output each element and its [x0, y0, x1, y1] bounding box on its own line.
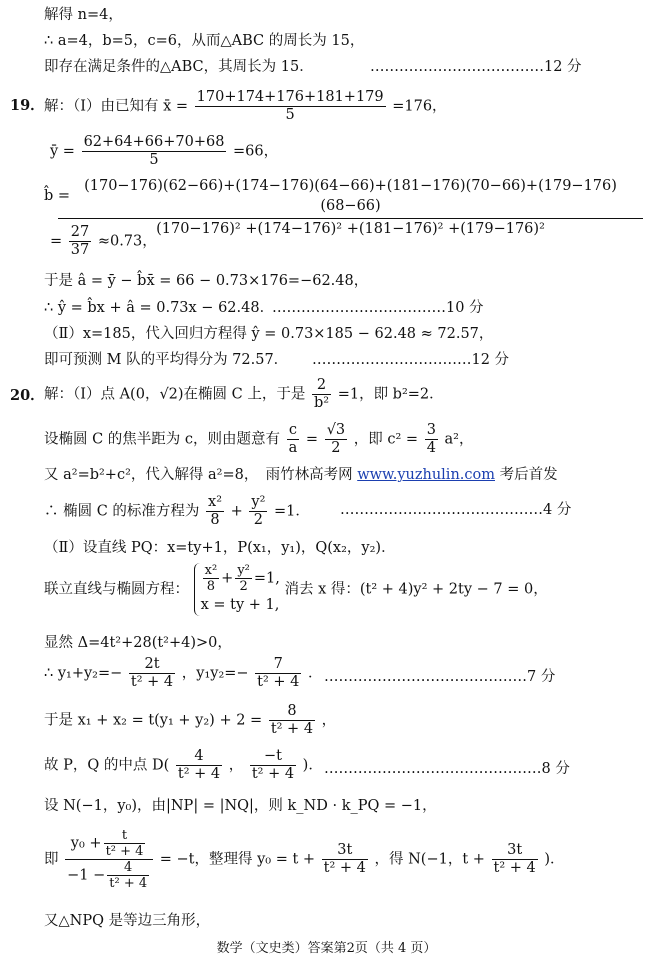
- score-marker: ………………………………………8 分: [324, 761, 570, 777]
- score-marker: ……………………………………4 分: [340, 502, 572, 518]
- fraction: $\frac{7}{\text{t² + 4}}$: [257, 656, 300, 690]
- text-line: 于是 x₁ + x₂ = t(y₁ + y₂) + 2 = $\frac{8}{\text{t² + 4}}$ ，: [44, 703, 337, 737]
- fraction: $\frac{\text{y²}}{2}$: [251, 494, 266, 528]
- text-line: b̂ =: [44, 188, 71, 204]
- fraction: $\frac{27}{37}$: [70, 224, 90, 258]
- fraction: $\frac{3t}{\text{t² + 4}}$: [493, 842, 536, 876]
- page-footer: 数学（文史类）答案第2页（共 4 页）: [216, 941, 437, 956]
- question-number: 20．: [10, 387, 45, 404]
- text-line: 即可预测 M 队的平均得分为 72.57．: [44, 352, 289, 368]
- fraction: $\frac{170+174+176+181+179}{5}$: [196, 89, 384, 123]
- text-line: 于是 â = ȳ − b̂x̄ = 66 − 0.73×176=−62.48，: [44, 273, 369, 289]
- text-line: （Ⅱ）x=185，代入回归方程得 ŷ = 0.73×185 − 62.48 ≈ 72.57，: [44, 326, 494, 342]
- score-marker: ……………………………………7 分: [324, 669, 556, 685]
- fraction: $\frac{-t}{\text{t² + 4}}$: [251, 748, 295, 782]
- text-line: ∴ ŷ = b̂x + â = 0.73x − 62.48．: [44, 300, 275, 316]
- question-number: 19．: [10, 97, 45, 114]
- fraction: $\frac{c}{a}$: [288, 422, 298, 456]
- website-link[interactable]: www.yuzhulin.com: [357, 467, 495, 483]
- text-line: 即存在满足条件的△ABC，其周长为 15．: [44, 59, 314, 75]
- fraction: $\frac{3}{4}$: [426, 422, 436, 456]
- text-line: 解：（Ⅰ）点 A(0，√2)在椭圆 C 上，于是 $\frac{2}{\text{b²}}$ =1，即 b²=2．: [44, 377, 444, 411]
- text-line: 解得 n=4，: [44, 7, 123, 23]
- score-marker: ……………………………12 分: [312, 352, 510, 368]
- fraction: $\frac{\text{x²}}{8}$: [208, 494, 223, 528]
- text-line: 显然 Δ=4t²+28(t²+4)>0，: [44, 635, 232, 651]
- equation-system: $\frac{\text{x²}}{8}$ + $\frac{\text{y²}}{2}$ =1, x = ty + 1,: [194, 563, 280, 616]
- fraction: $\frac{62+64+66+70+68}{5}$: [83, 134, 225, 168]
- text-line: 解：（Ⅰ）由已知有 x̄ = $\frac{170+174+176+181+179}{5}$ =176，: [44, 89, 447, 123]
- text-line: ȳ = $\frac{62+64+66+70+68}{5}$ =66，: [50, 134, 279, 168]
- score-marker: ………………………………12 分: [370, 59, 582, 75]
- text-line: ∴ 椭圆 C 的标准方程为 $\frac{\text{x²}}{8}$ + $\frac{\text{y²}}{2}$ =1．: [44, 494, 310, 528]
- text-line: 联立直线与椭圆方程： $\frac{\text{x²}}{8}$ + $\frac{\text{y²}}{2}$ =1, x = ty + 1, 消去 x 得：(t² + 4)y² + 2ty − 7 = 0，: [44, 563, 548, 616]
- compound-fraction: y₀ + $\frac{t}{\text{t² + 4}}$ −1 − $\frac{4}{\text{t² + 4}}$: [65, 828, 153, 891]
- text-line: ∴ a=4，b=5，c=6，从而△ABC 的周长为 15，: [44, 33, 365, 49]
- fraction: $\frac{2t}{\text{t² + 4}}$: [130, 656, 174, 690]
- text-line: 设椭圆 C 的焦半距为 c，则由题意有 $\frac{c}{a}$ = $\frac{√3}{2}$ ，即 c² = $\frac{3}{4}$ a²，: [44, 422, 474, 456]
- text-line: = $\frac{27}{37}$ ≈0.73，: [50, 224, 157, 258]
- text-line: （Ⅱ）设直线 PQ：x=ty+1，P(x₁，y₁)，Q(x₂，y₂)．: [44, 540, 396, 556]
- fraction: $\frac{3t}{\text{t² + 4}}$: [323, 842, 366, 876]
- fraction: $\frac{√3}{2}$: [326, 422, 346, 456]
- score-marker: ………………………………10 分: [272, 300, 484, 316]
- text-line: 又 a²=b²+c²，代入解得 a²=8， 雨竹林高考网 www.yuzhulin.com 考后首发: [44, 467, 558, 483]
- fraction: $\frac{4}{\text{t² + 4}}$: [177, 748, 221, 782]
- text-line: 故 P，Q 的中点 D( $\frac{4}{\text{t² + 4}}$ ， $\frac{-t}{\text{t² + 4}}$ )．: [44, 748, 323, 782]
- fraction: $\frac{2}{\text{b²}}$: [313, 377, 330, 411]
- text-line: 设 N(−1，y₀)，由|NP| = |NQ|，则 k_ND · k_PQ = −1，: [44, 798, 437, 814]
- fraction: $\frac{8}{\text{t² + 4}}$: [270, 703, 314, 737]
- text-line: 即 y₀ + $\frac{t}{\text{t² + 4}}$ −1 − $\frac{4}{\text{t² + 4}}$ = −t，整理得 y₀ = t + $\frac{3t}{\text{t² + 4}}$ ，得 N(−1，t + $\frac{3t}{\text{t² + 4}}$ )．: [44, 828, 565, 891]
- text-line: ∴ y₁+y₂=− $\frac{2t}{\text{t² + 4}}$ ，y₁y₂=− $\frac{7}{\text{t² + 4}}$ ．: [44, 656, 323, 690]
- text-line: 又△NPQ 是等边三角形，: [44, 913, 211, 929]
- big-fraction: (170−176)(62−66)+(174−176)(64−66)+(181−176)(70−66)+(179−176)(68−66) (170−176)² +(174−176)² +(181−176)² +(179−176)²: [58, 176, 643, 239]
